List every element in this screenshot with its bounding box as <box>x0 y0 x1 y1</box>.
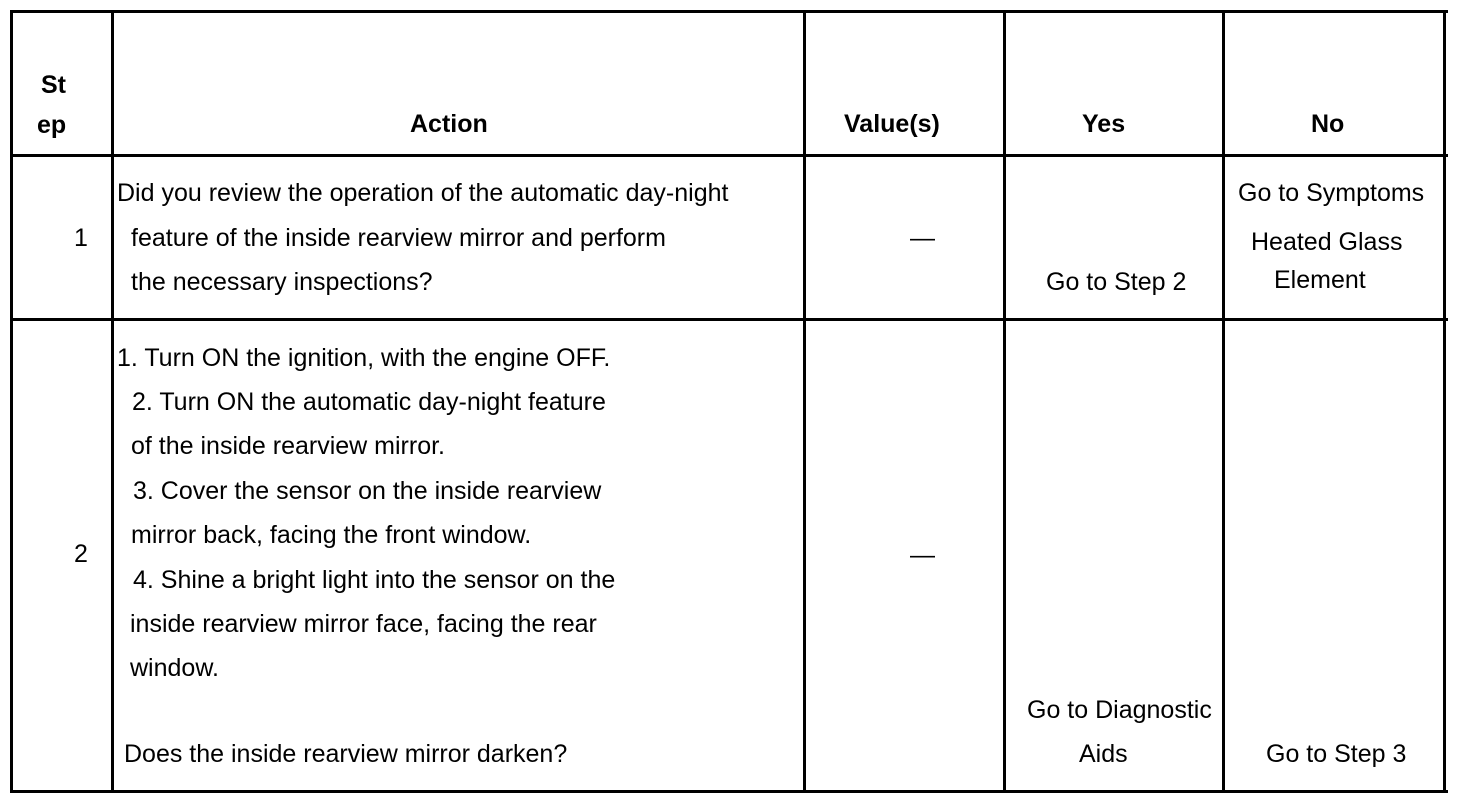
row-1-yes-cell <box>1006 157 1222 318</box>
row-2-action-line-5: mirror back, facing the front window. <box>131 521 532 549</box>
row-1-step: 1 <box>74 224 88 252</box>
header-action-cell <box>114 13 803 154</box>
row-1-action-line-2: feature of the inside rearview mirror and perform <box>131 224 666 252</box>
row-2-action-line-3: of the inside rearview mirror. <box>131 432 446 460</box>
header-step-line2: ep <box>37 111 67 139</box>
row-1-action-cell <box>114 157 803 318</box>
row-2-action-line-4: 3. Cover the sensor on the inside rearview <box>133 477 602 505</box>
row-2-step: 2 <box>74 540 88 568</box>
row-1-value-cell <box>806 157 1003 318</box>
row-2-action-line-2: 2. Turn ON the automatic day-night feature <box>132 388 606 416</box>
row-1-value: — <box>910 224 935 252</box>
row-1-no-line-1: Go to Symptoms <box>1238 179 1425 207</box>
row-2-value-cell <box>806 321 1003 790</box>
row-2-action-line-8: window. <box>130 654 219 682</box>
header-no-cell <box>1225 13 1443 154</box>
row-1-no-line-2: Heated Glass <box>1251 228 1403 256</box>
row-2-action-line-7: inside rearview mirror face, facing the rear <box>130 610 597 638</box>
row-2-value: — <box>910 541 935 569</box>
row-1-no-cell <box>1225 157 1443 318</box>
table-border-right <box>1443 10 1446 793</box>
row-2-yes-line-2: Aids <box>1079 740 1128 768</box>
header-yes-cell <box>1006 13 1222 154</box>
row-2-yes-line-1: Go to Diagnostic <box>1027 696 1212 724</box>
header-action: Action <box>410 110 488 138</box>
row-2-yes-cell <box>1006 321 1222 790</box>
table-border-bottom <box>10 790 1448 793</box>
header-step-cell <box>13 13 111 154</box>
header-values-cell <box>806 13 1003 154</box>
row-2-no: Go to Step 3 <box>1266 740 1407 768</box>
row-2-action-line-9: Does the inside rearview mirror darken? <box>124 740 568 768</box>
row-1-action-line-3: the necessary inspections? <box>131 268 433 296</box>
row-1-action-line-1: Did you review the operation of the automatic day-night <box>117 179 729 207</box>
row-1-no-line-3: Element <box>1274 266 1366 294</box>
header-yes: Yes <box>1082 110 1126 138</box>
header-step-line1: St <box>41 71 66 99</box>
row-2-step-cell <box>13 321 111 790</box>
row-1-step-cell <box>13 157 111 318</box>
header-values: Value(s) <box>844 110 940 138</box>
row-2-action-cell <box>114 321 803 790</box>
row-1-yes: Go to Step 2 <box>1046 268 1187 296</box>
header-no: No <box>1311 110 1345 138</box>
row-2-no-cell <box>1225 321 1443 790</box>
row-2-action-line-6: 4. Shine a bright light into the sensor on the <box>133 566 616 594</box>
row-2-action-line-1: 1. Turn ON the ignition, with the engine OFF. <box>117 344 611 372</box>
